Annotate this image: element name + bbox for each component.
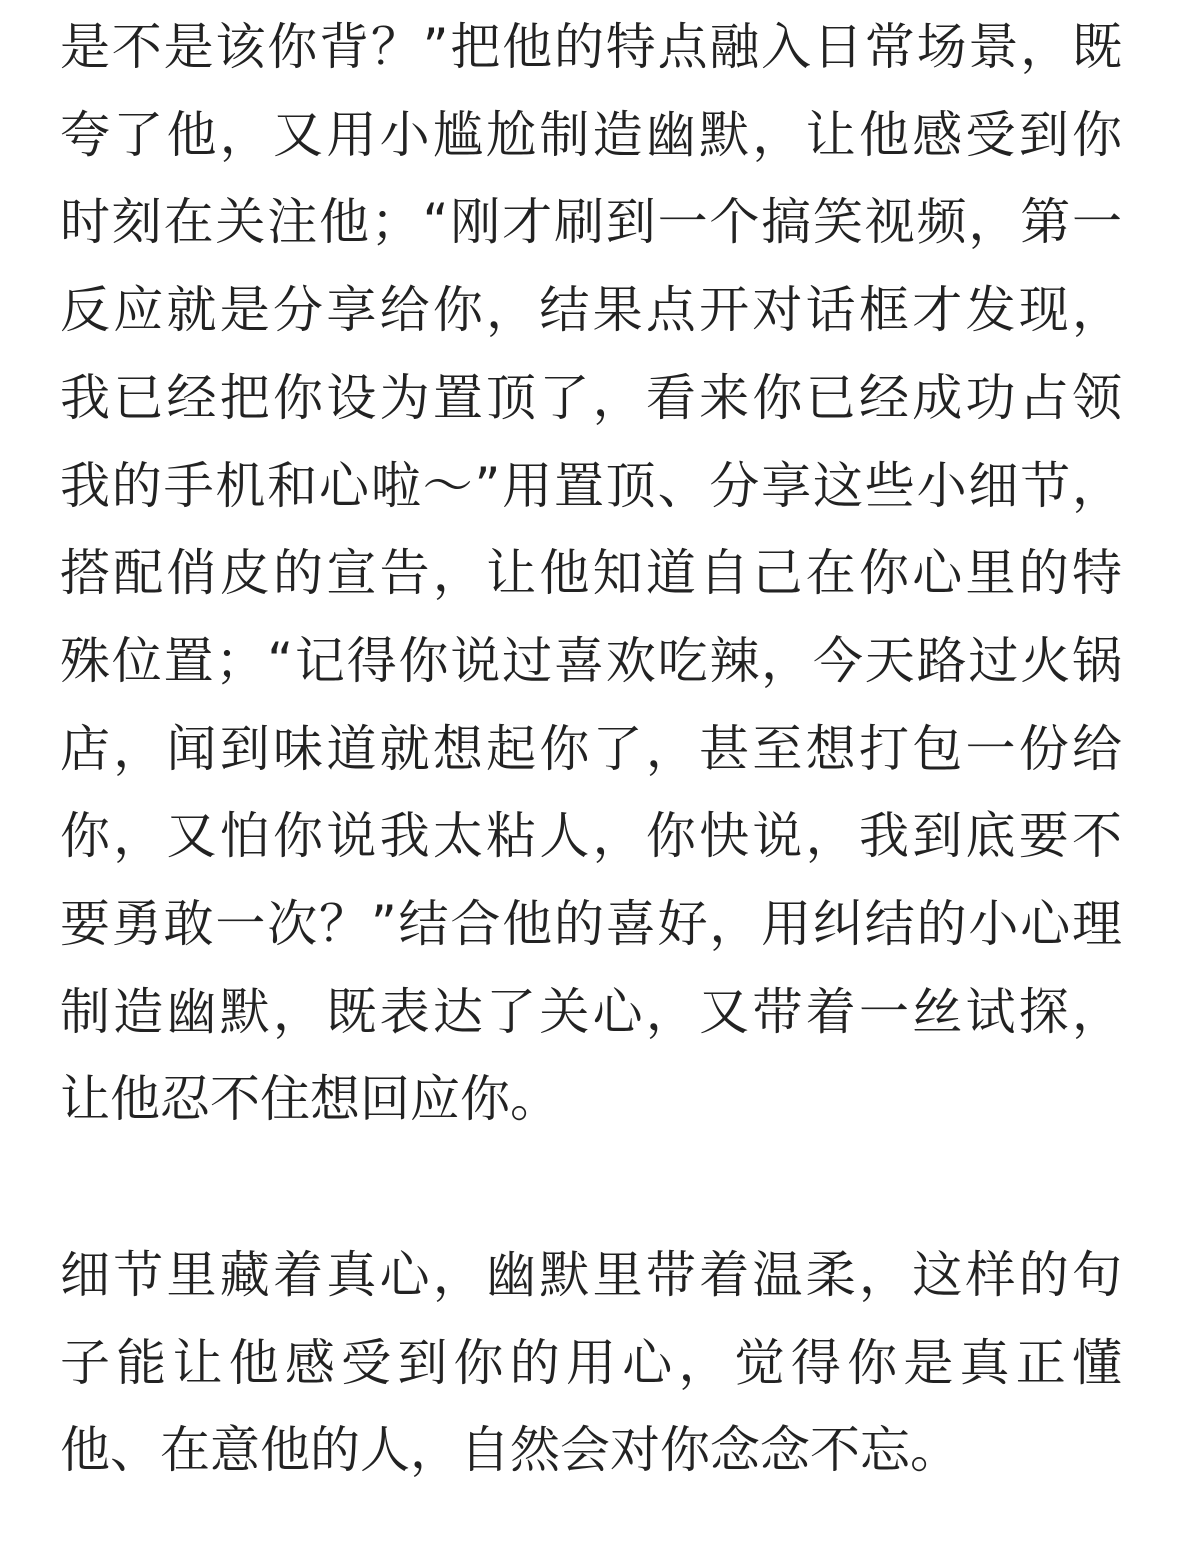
- text-line: 搭配俏皮的宣告，让他知道自己在你心里的特: [60, 544, 1126, 603]
- text-line: 反应就是分享给你，结果点开对话框才发现，: [60, 281, 1126, 340]
- text-line: 细节里藏着真心，幽默里带着温柔，这样的句: [60, 1245, 1126, 1304]
- text-line: 夸了他，又用小尴尬制造幽默，让他感受到你: [60, 105, 1126, 164]
- text-line: 殊位置；“记得你说过喜欢吃辣，今天路过火锅: [60, 631, 1124, 690]
- text-line: 是不是该你背？”把他的特点融入日常场景，既: [60, 18, 1124, 76]
- text-line: 时刻在关注他；“刚才刷到一个搞笑视频，第一: [60, 193, 1124, 252]
- text-line: 子能让他感受到你的用心，觉得你是真正懂: [60, 1333, 1129, 1392]
- article-body: [60, 4, 1129, 1495]
- text-line: 要勇敢一次？”结合他的喜好，用纠结的小心理: [60, 895, 1124, 954]
- paragraph-spacer: [60, 1144, 1122, 1232]
- text-line: 我已经把你设为置顶了，看来你已经成功占领: [60, 368, 1126, 427]
- text-line: 你，又怕你说我太粘人，你快说，我到底要不: [60, 807, 1126, 866]
- paragraph-2: [60, 1232, 1129, 1495]
- text-line: 他、在意他的人，自然会对你念念不忘。: [60, 1421, 960, 1480]
- text-line: 店，闻到味道就想起你了，甚至想打包一份给: [60, 719, 1126, 778]
- text-line: 我的手机和心啦～”用置顶、分享这些小细节，: [60, 456, 1124, 515]
- paragraph-1: [60, 4, 1126, 1144]
- text-line: 制造幽默，既表达了关心，又带着一丝试探，: [60, 982, 1126, 1041]
- text-line: 让他忍不住想回应你。: [60, 1070, 560, 1129]
